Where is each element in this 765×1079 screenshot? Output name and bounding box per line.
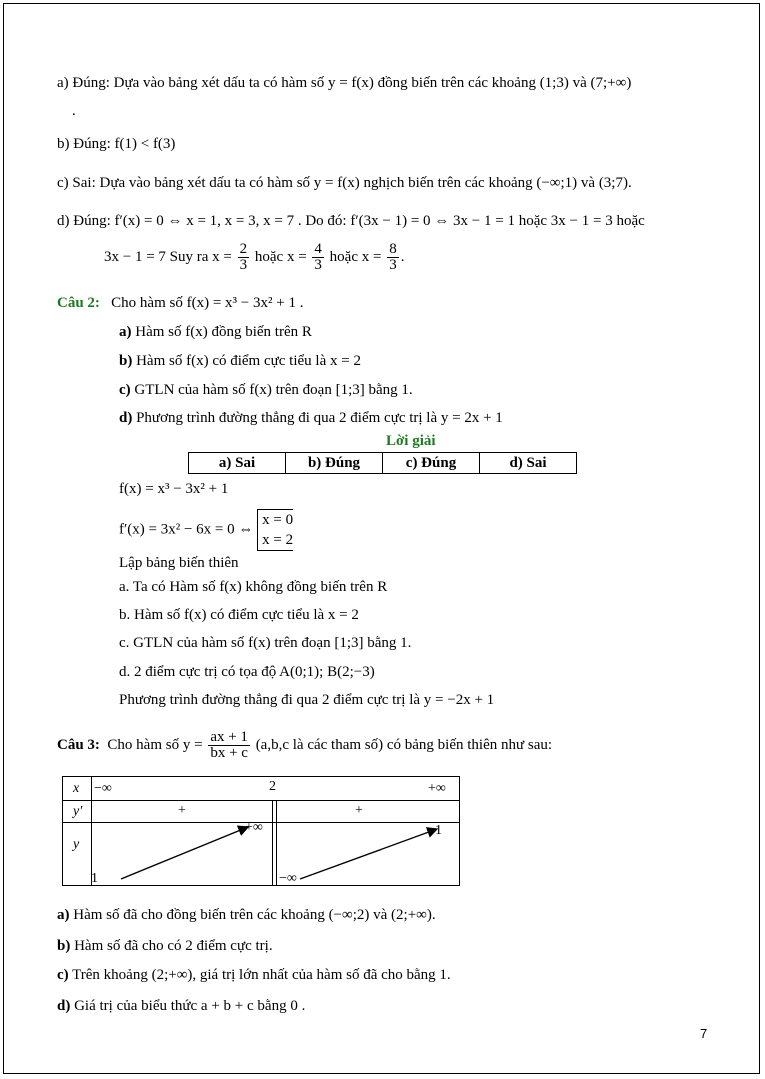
q2-stem [57, 293, 303, 313]
vt-y-right-high: 1 [435, 823, 442, 838]
q3-stem: Câu 3: Cho hàm số y = $\frac{ax + 1}{bx + c}$ (a,b,c là các tham số) có bảng biến thiên như sau: [57, 729, 553, 762]
q3-option-a: a) Hàm số đã cho đồng biến trên các khoảng (−∞;2) và (2;+∞). [57, 907, 436, 923]
prev-answer-b: b) Đúng: f(1) < f(3) [57, 136, 176, 152]
solution-system: x = 0 x = 2 [257, 509, 293, 551]
q3-option-d: d) Giá trị của biểu thức a + b + c bằng 0 . [57, 998, 306, 1014]
vt-y-left-low: 1 [91, 871, 98, 886]
variation-table [62, 776, 460, 886]
q2-option-c: c) GTLN của hàm số f(x) trên đoạn [1;3] bằng 1. [119, 382, 413, 398]
q2-option-a: a) Hàm số f(x) đồng biến trên R [119, 324, 312, 340]
solution-title: Lời giải [386, 433, 436, 449]
prev-answer-a: a) Đúng: Dựa vào bảng xét dấu ta có hàm số y = f(x) đồng biến trên các khoảng (1;3) và (7;+∞) [57, 75, 632, 91]
prev-answer-a-dot: . [72, 103, 76, 119]
prev-answer-d-line1: d) Đúng: f′(x) = 0 ⇔ x = 1, x = 3, x = 7 . Do đó: f′(3x − 1) = 0 ⇔ 3x − 1 = 1 hoặc 3x − 1 = 3 hoặc [57, 213, 645, 229]
answer-cell: a) Sai [189, 453, 286, 474]
answer-cell: c) Đúng [383, 453, 480, 474]
function-fraction: $\frac{ax + 1}{bx + c}$ [210, 729, 248, 762]
answer-cell: b) Đúng [286, 453, 383, 474]
q2-solution-line1: f(x) = x³ − 3x² + 1 [119, 481, 229, 497]
vt-x-right: +∞ [428, 781, 446, 796]
vt-arrows [63, 777, 461, 887]
answer-cell: d) Sai [480, 453, 577, 474]
q2-solution-line4: a. Ta có Hàm số f(x) không đồng biến trên R [119, 579, 388, 595]
q2-solution-line2 [119, 509, 293, 551]
q2-solution-line6: c. GTLN của hàm số f(x) trên đoạn [1;3] bằng 1. [119, 635, 412, 651]
vt-x-left: −∞ [94, 781, 112, 796]
page-number: 7 [700, 1026, 708, 1041]
fraction-8-3: $\frac{8}{3}$ [389, 241, 397, 274]
q3-label: Câu 3: [57, 737, 100, 753]
fraction-2-3: $\frac{2}{3}$ [239, 241, 248, 274]
q2-solution-line5: b. Hàm số f(x) có điểm cực tiểu là x = 2 [119, 607, 359, 623]
derivative-eq: f′(x) = 3x² − 6x = 0 ⇔ [119, 521, 254, 538]
increasing-arrow-left [121, 827, 248, 879]
prev-answer-c: c) Sai: Dựa vào bảng xét dấu ta có hàm số y = f(x) nghịch biến trên các khoảng (−∞;1) và (3;7). [57, 175, 632, 191]
increasing-arrow-right [300, 829, 437, 879]
q2-option-b: b) Hàm số f(x) có điểm cực tiểu là x = 2 [119, 353, 361, 369]
d2-text-a: 3x − 1 = 7 Suy ra x = [104, 249, 232, 265]
vt-y-right-low: −∞ [279, 871, 297, 886]
vt-y-left-high: +∞ [245, 820, 263, 835]
prev-answer-d-line2: 3x − 1 = 7 Suy ra x = $\frac{2}{3}$ hoặc x = $\frac{4}{3}$ hoặc x = $\frac{8}{3}$ . [104, 241, 405, 274]
vt-x-mid: 2 [269, 779, 276, 794]
q3-option-c: c) Trên khoảng (2;+∞), giá trị lớn nhất của hàm số đã cho bằng 1. [57, 967, 451, 983]
vt-yprime-header: y′ [73, 804, 83, 819]
q2-solution-line8: Phương trình đường thẳng đi qua 2 điểm cực trị là y = −2x + 1 [119, 692, 495, 708]
vt-y-header: y [73, 837, 80, 852]
answer-table [188, 452, 577, 474]
fraction-4-3: $\frac{4}{3}$ [314, 241, 322, 274]
q3-option-b: b) Hàm số đã cho có 2 điểm cực trị. [57, 938, 273, 954]
d2-text-b: hoặc x = [254, 249, 307, 265]
d2-text-c: hoặc x = [329, 249, 382, 265]
q2-solution-line7: d. 2 điểm cực trị có tọa độ A(0;1); B(2;−3) [119, 664, 375, 680]
vt-sign-right: + [355, 803, 363, 818]
vt-sign-left: + [178, 803, 186, 818]
q2-option-d: d) Phương trình đường thẳng đi qua 2 điểm cực trị là y = 2x + 1 [119, 410, 503, 426]
vt-x-header: x [73, 781, 80, 796]
q2-stem-text: Cho hàm số f(x) = x³ − 3x² + 1 . [111, 295, 304, 311]
q2-solution-line3: Lập bảng biến thiên [119, 555, 239, 571]
q2-label: Câu 2: [57, 295, 100, 311]
